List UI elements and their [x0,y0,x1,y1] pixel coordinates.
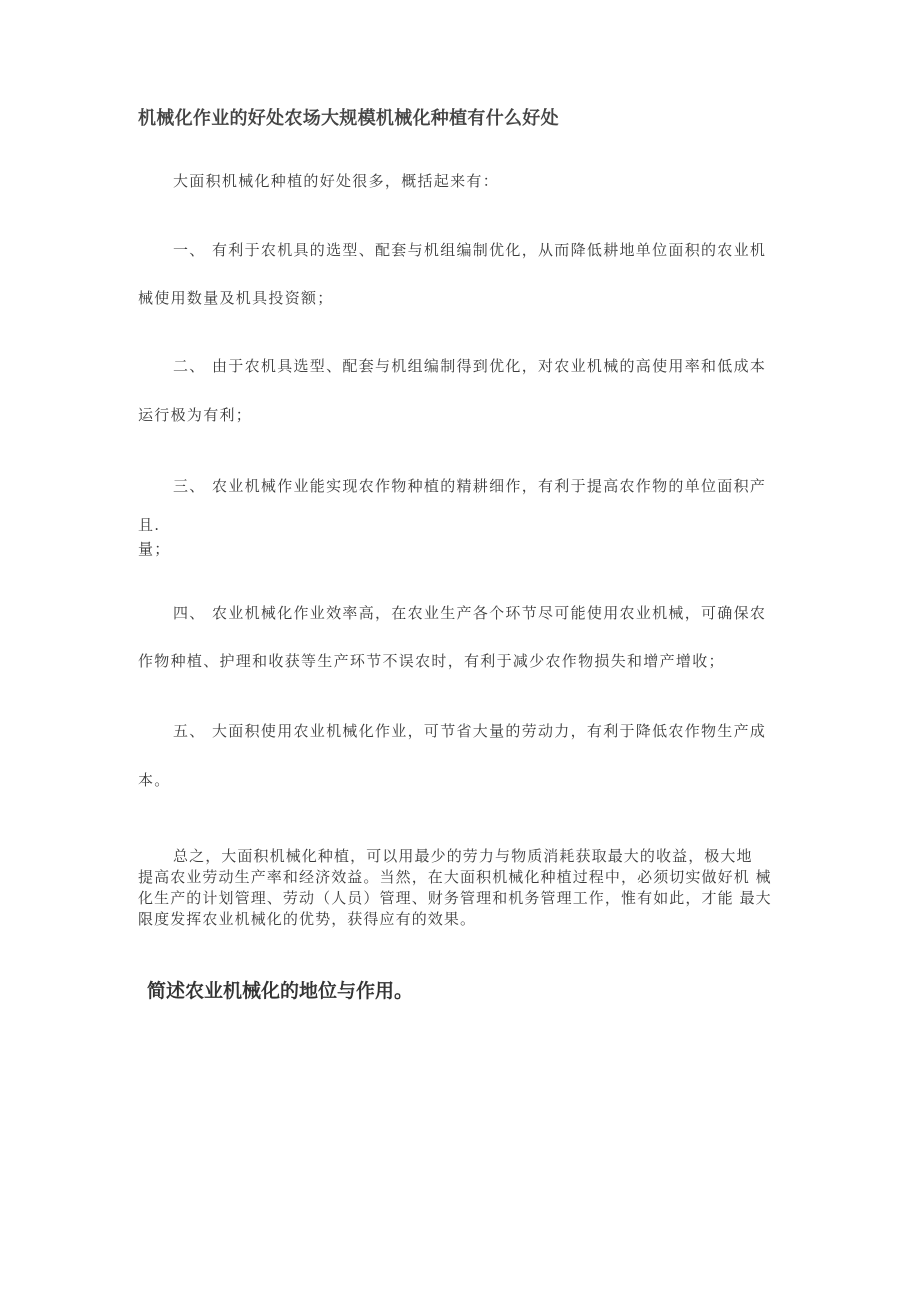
item-number: 二、 [173,357,206,375]
item-text: 有利于农机具的选型、配套与机组编制优化，从而降低耕地单位面积的农业机 [212,241,767,259]
item-text: 农业机械作业能实现农作物种植的精耕细作，有利于提高农作物的单位面积产 [212,477,767,495]
summary-line: 提高农业劳动生产率和经济效益。当然，在大面积机械化种植过程中，必须切实做好机 械 [138,868,772,886]
section-heading: 简述农业机械化的地位与作用。 [147,980,414,1002]
summary-line: 总之，大面积机械化种植，可以用最少的劳力与物质消耗获取最大的收益，极大地 [173,847,753,865]
intro-paragraph: 大面积机械化种植的好处很多，概括起来有： [173,172,500,190]
item-text: 大面积使用农业机械化作业，可节省大量的劳动力，有利于降低农作物生产成 [212,722,767,740]
item-number: 五、 [173,722,206,740]
summary-line: 化生产的计划管理、劳动（人员）管理、财务管理和机务管理工作，惟有如此，才能 最大 [138,889,772,907]
item-text-cont: 运行极为有利； [138,406,253,424]
summary-line: 限度发挥农业机械化的优势，获得应有的效果。 [138,910,477,928]
item-text: 由于农机具选型、配套与机组编制得到优化，对农业机械的高使用率和低成本 [212,357,767,375]
item-number: 三、 [173,477,206,495]
item-text-cont: 械使用数量及机具投资额； [138,289,334,307]
item-text: 农业机械化作业效率高，在农业生产各个环节尽可能使用农业机械，可确保农 [212,604,767,622]
document-title: 机械化作业的好处农场大规模机械化种植有什么好处 [138,108,559,129]
item-text-cont: 量； [138,540,171,558]
item-text-cont: 本。 [138,771,171,789]
item-text-cont: 作物种植、护理和收获等生产环节不误农时，有利于减少农作物损失和增产增收； [138,652,725,670]
item-number: 一、 [173,241,206,259]
item-number: 四、 [173,604,206,622]
item-text-fragment: 且. [138,516,161,534]
